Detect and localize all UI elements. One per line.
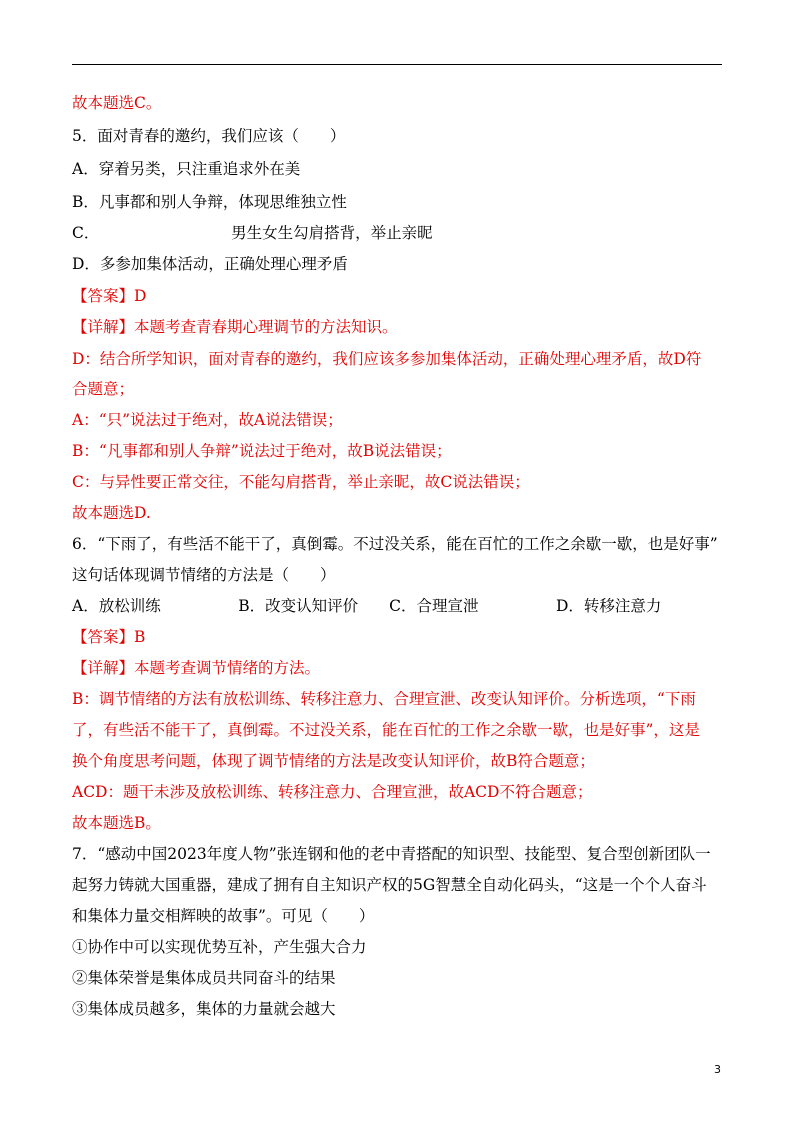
explanation-line: 了，有些活不能干了，真倒霉。不过没关系，能在百忙的工作之余歇一歇，也是好事”，这是: [72, 721, 700, 739]
explanation-line: 【详解】本题考查调节情绪的方法。: [72, 659, 321, 677]
question-7-stem: 起努力铸就大国重器，建成了拥有自主知识产权的5G智慧全自动化码头，“这是一个个人奋斗: [72, 876, 707, 894]
explanation-line: ACD：题干未涉及放松训练、转移注意力、合理宣泄，故ACD不符合题意；: [72, 783, 593, 801]
question-5-option-b: B．凡事都和别人争辩，体现思维独立性: [72, 193, 347, 211]
header-rule: [72, 64, 722, 65]
explanation-line: 【详解】本题考查青春期心理调节的方法知识。: [72, 318, 398, 336]
question-7-stem: 和集体力量交相辉映的故事”。可见（ ）: [72, 907, 375, 925]
explanation-line: A：“只”说法过于绝对，故A说法错误；: [72, 411, 343, 429]
question-5-stem: 5．面对青春的邀约，我们应该（ ）: [72, 127, 346, 145]
question-7-stem: 7．“感动中国2023年度人物”张连钢和他的老中青搭配的知识型、技能型、复合型创新团队一: [72, 845, 711, 863]
statement-1: ①协作中可以实现优势互补，产生强大合力: [72, 938, 367, 956]
explanation-line: 故本题选B。: [72, 814, 161, 832]
explanation-line: B：调节情绪的方法有放松训练、转移注意力、合理宣泄、改变认知评价。分析选项，“下雨: [72, 690, 696, 708]
question-6-stem: 6．“下雨了，有些活不能干了，真倒霉。不过没关系，能在百忙的工作之余歇一歇，也是好事”: [72, 535, 718, 553]
statement-2: ②集体荣誉是集体成员共同奋斗的结果: [72, 969, 336, 987]
explanation-line: 故本题选D.: [72, 504, 151, 522]
answer-label: 【答案】D: [72, 287, 147, 305]
question-5-option-c: C． 男生女生勾肩搭背，举止亲昵: [72, 224, 433, 242]
explanation-line: 换个角度思考问题，体现了调节情绪的方法是改变认知评价，故B符合题意；: [72, 752, 595, 770]
question-6-stem: 这句话体现调节情绪的方法是（ ）: [72, 566, 336, 584]
question-5-option-a: A．穿着另类，只注重追求外在美: [72, 160, 301, 178]
page-number: 3: [714, 1063, 721, 1076]
explanation-line: D：结合所学知识，面对青春的邀约，我们应该多参加集体活动，正确处理心理矛盾，故D符: [72, 350, 702, 368]
question-5-option-d: D．多参加集体活动，正确处理心理矛盾: [72, 255, 348, 273]
explanation-line: C：与异性要正常交往，不能勾肩搭背，举止亲昵，故C说法错误；: [72, 473, 530, 491]
explanation-line: 合题意；: [72, 380, 135, 398]
question-6-options: A．放松训练 B．改变认知评价 C．合理宣泄 D．转移注意力: [72, 597, 662, 615]
answer-label: 【答案】B: [72, 628, 146, 646]
statement-3: ③集体成员越多，集体的力量就会越大: [72, 1000, 336, 1018]
explanation-line: B：“凡事都和别人争辩”说法过于绝对，故B说法错误；: [72, 442, 452, 460]
text-line: 故本题选C。: [72, 94, 162, 112]
